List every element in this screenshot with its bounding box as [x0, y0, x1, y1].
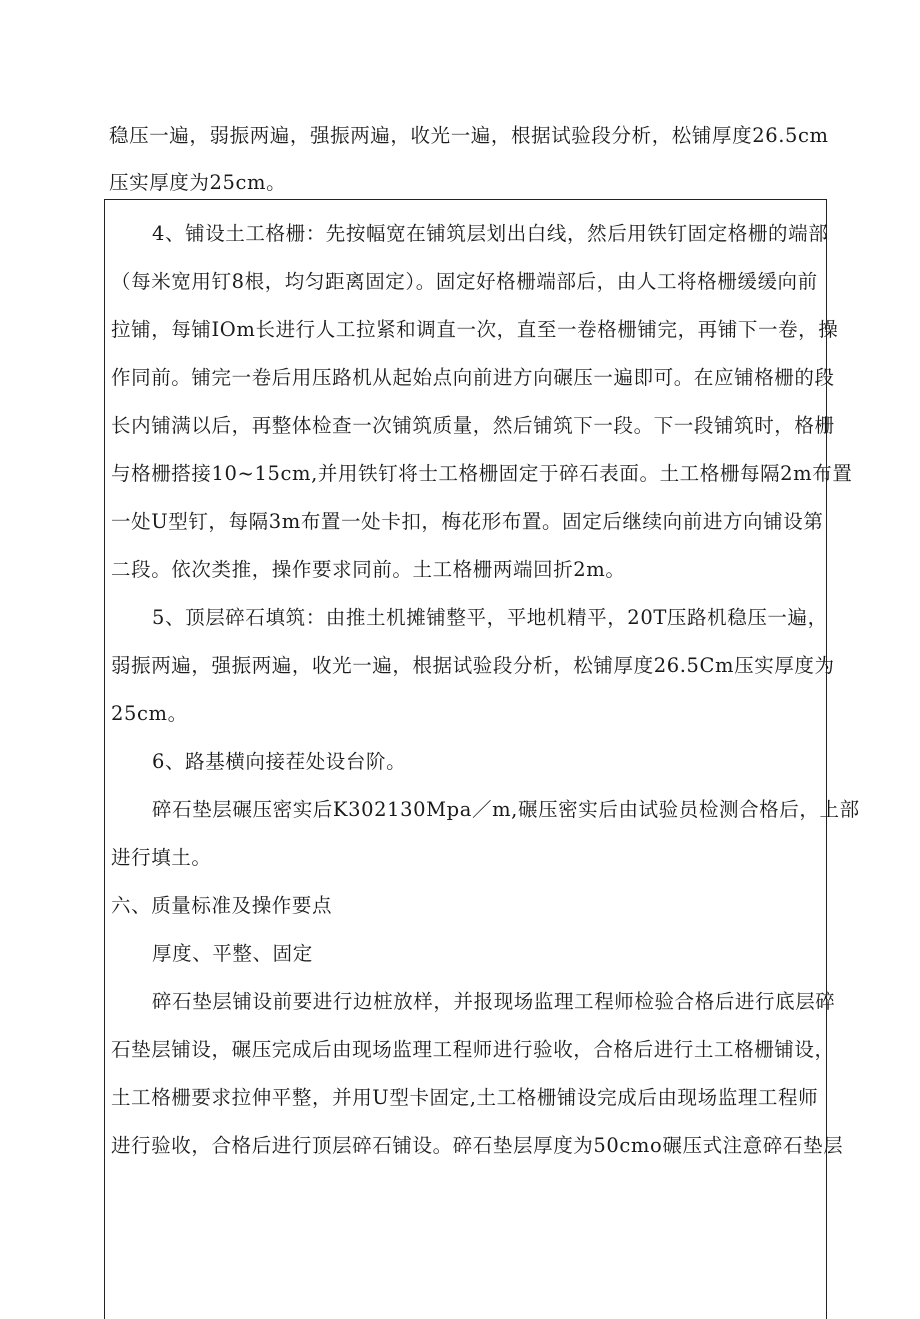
paragraph-7-line-1: 碎石垫层碾压密实后K302130Mpa／m,碾压密实后由试验员检测合格后，上部 — [152, 798, 860, 821]
text-line-above-2: 压实厚度为25cm。 — [109, 171, 287, 194]
paragraph-5-line-3: 25cm。 — [111, 702, 188, 725]
paragraph-4-line-2: （每米宽用钉8根，均匀距离固定）。固定好格栅端部后，由人工将格栅缓缓向前 — [111, 270, 818, 293]
subheading-thickness: 厚度、平整、固定 — [152, 942, 313, 965]
paragraph-6-line-1: 6、路基横向接茬处设台阶。 — [152, 750, 407, 773]
paragraph-8-line-3: 土工格栅要求拉伸平整，并用U型卡固定,土工格栅铺设完成后由现场监理工程师 — [111, 1086, 819, 1109]
paragraph-4-line-7: 一处U型钉，每隔3m布置一处卡扣，梅花形布置。固定后继续向前进方向铺设第 — [111, 510, 824, 533]
text-line-above-1: 稳压一遍，弱振两遍，强振两遍，收光一遍，根据试验段分析，松铺厚度26.5cm — [109, 124, 829, 147]
paragraph-7-line-2: 进行填土。 — [111, 846, 212, 869]
paragraph-4-line-8: 二段。依次类推，操作要求同前。土工格栅两端回折2m。 — [111, 558, 626, 581]
paragraph-8-line-1: 碎石垫层铺设前要进行边桩放样，并报现场监理工程师检验合格后进行底层碎 — [152, 990, 836, 1013]
paragraph-4-line-4: 作同前。铺完一卷后用压路机从起始点向前进方向碾压一遍即可。在应铺格栅的段 — [111, 366, 835, 389]
paragraph-8-line-2: 石垫层铺设，碾压完成后由现场监理工程师进行验收，合格后进行土工格栅铺设， — [111, 1038, 835, 1061]
paragraph-8-line-4: 进行验收，合格后进行顶层碎石铺设。碎石垫层厚度为50cmo碾压式注意碎石垫层 — [111, 1134, 844, 1157]
paragraph-5-line-1: 5、顶层碎石填筑：由推土机摊铺整平，平地机精平，20T压路机稳压一遍， — [152, 606, 828, 629]
paragraph-5-line-2: 弱振两遍，强振两遍，收光一遍，根据试验段分析，松铺厚度26.5Cm压实厚度为 — [111, 654, 835, 677]
paragraph-4-line-6: 与格栅搭接10~15cm,并用铁钉将士工格栅固定于碎石表面。土工格栅每隔2m布置 — [111, 462, 853, 485]
paragraph-4-line-1: 4、铺设土工格栅：先按幅宽在铺筑层划出白线，然后用铁钉固定格栅的端部 — [152, 222, 829, 245]
section-heading-six: 六、质量标准及操作要点 — [111, 894, 333, 917]
paragraph-4-line-5: 长内铺满以后，再整体检查一次铺筑质量，然后铺筑下一段。下一段铺筑时，格栅 — [111, 414, 835, 437]
paragraph-4-line-3: 拉铺，每铺IOm长进行人工拉紧和调直一次，直至一卷格栅铺完，再铺下一卷，操 — [111, 318, 839, 341]
